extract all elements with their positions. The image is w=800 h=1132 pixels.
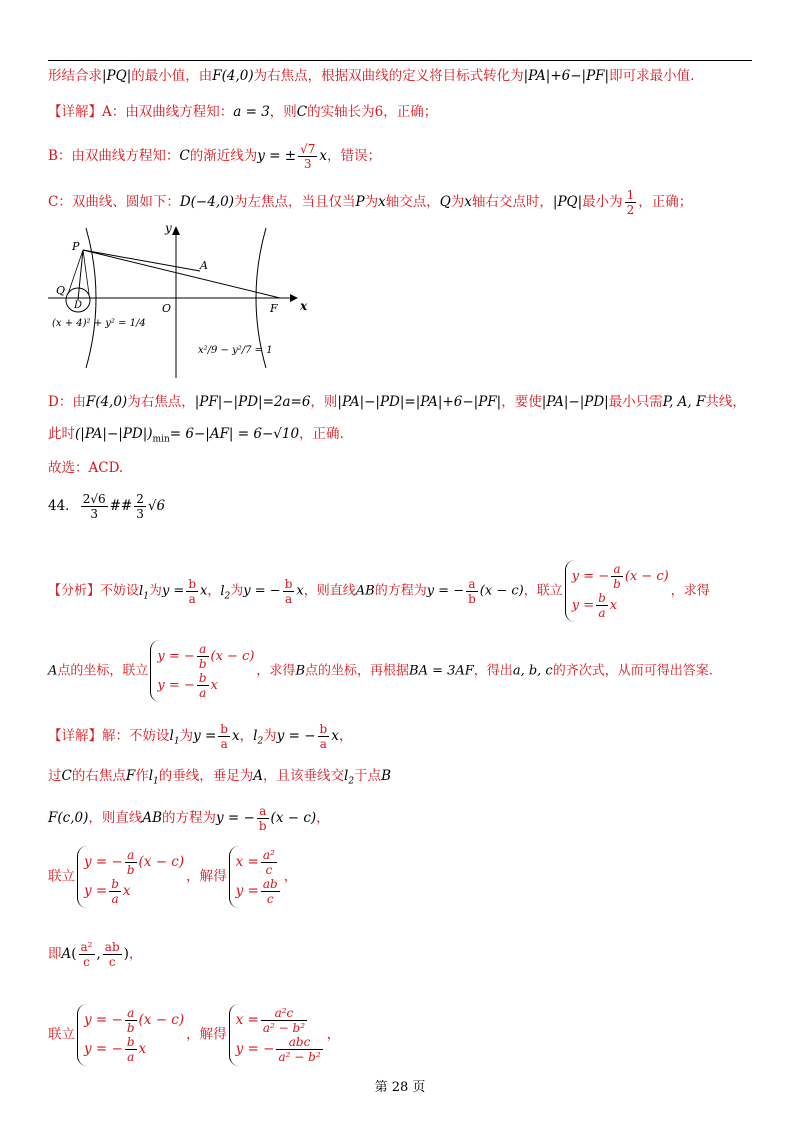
label-y: y xyxy=(165,221,172,235)
x-axis-arrow xyxy=(290,294,298,302)
detail-C: C：双曲线、圆如下：D(−4,0)为左焦点，当且仅当P为x轴交点，Q为x轴右交点时，|PQ|最小为 $\frac{1}{2}$ ，正确； xyxy=(48,188,693,217)
tangent-2 xyxy=(83,250,89,294)
detail-D: D：由F(4,0)为右焦点，|PF|−|PD|=2a=6，则|PA|−|PD|=|PA|+6−|PF|，要使|PA|−|PD|最小只需P, A, F共线， xyxy=(48,394,746,410)
analysis-44-line-1: 【分析】不妨设$l_1$为y = $\frac{b}{a}$ x，$l_2$为y = − $\frac{b}{a}$ x，则直线AB的方程为y = − $\frac{a}{b}$ (x − c)，联立 y = − $\frac{a}{b}$ (x − c) y = $\frac{b}{a}$ x ，求得 xyxy=(48,562,710,620)
hyperbola-equation: x²/9 − y²/7 = 1 xyxy=(198,345,273,356)
y-axis-arrow xyxy=(172,226,180,235)
detail-D-cont: 此时$(|PA|-|PD|)_{min}= 6-|AF| = 6-√10$，正确. xyxy=(48,426,344,445)
detail-44-system-1: 联立 y = − $\frac{a}{b}$ (x − c) y = $\frac{b}{a}$ x ，解得 x = $\frac{\text{a²}}{c}$ y = $\frac{ab}{c}$ ， xyxy=(48,848,298,906)
answer-line: 故选：ACD. xyxy=(48,460,124,476)
segment-PF xyxy=(83,250,280,298)
detail-B: B：由双曲线方程知：C的渐近线为y = ± $\frac{√7}{3}$ x，错误； xyxy=(48,142,382,171)
min-half-fraction: $\frac{1}{2}$ xyxy=(626,188,635,217)
analysis-line-1: 形结合求|PQ|的最小值，由F(4,0)为右焦点，根据双曲线的定义将目标式转化为|PA|+6−|PF|即可求最小值. xyxy=(48,68,695,84)
detail-44-system-2: 联立 y = − $\frac{a}{b}$ (x − c) y = − $\frac{b}{a}$ x ，解得 x = $\frac{\text{a²c}}{\text{a² − b²}}$ y = − $\frac{\text{abc}}{\text{a² − b²}}$ ， xyxy=(48,1006,341,1064)
hyperbola-circle-figure xyxy=(48,218,318,378)
detail-A: 【详解】A：由双曲线方程知：a = 3，则C的实轴长为6，正确； xyxy=(48,104,438,120)
label-D: D xyxy=(74,300,83,311)
question-44-answer: 44． $\frac{2√6}{3}$ ## $\frac{2}{3}$ √6 xyxy=(48,492,166,521)
detail-44-point-A: 即A( $\frac{\text{a²}}{c}$ , $\frac{ab}{c}$ )， xyxy=(48,940,143,969)
analysis-44-line-2: A点的坐标，联立 y = − $\frac{a}{b}$ (x − c) y = − $\frac{b}{a}$ x ，求得B点的坐标，再根据BA = 3AF，得出a, b, c的齐次式，从而可得出答案. xyxy=(48,642,713,700)
label-A: A xyxy=(200,259,208,272)
label-P: P xyxy=(72,240,80,253)
header-rule xyxy=(48,60,752,61)
label-Q: Q xyxy=(56,284,66,297)
asymptote-fraction: $\frac{√7}{3}$ xyxy=(300,142,316,171)
detail-44-line-3: F(c,0)，则直线AB的方程为y = − $\frac{a}{b}$ (x − c)， xyxy=(48,804,330,833)
label-x: x xyxy=(300,299,308,313)
page-footer: 第 28 页 xyxy=(374,1080,426,1095)
label-F: F xyxy=(270,302,278,315)
detail-44-line-2: 过C的右焦点F作$l_1$的垂线，垂足为A，且该垂线交$l_2$于点B xyxy=(48,768,392,787)
detail-44-line-1: 【详解】解：不妨设$l_1$为y = $\frac{b}{a}$ x，$l_2$为y = − $\frac{b}{a}$ x， xyxy=(48,722,353,751)
circle-equation: (x + 4)² + y² = 1/4 xyxy=(52,318,146,329)
label-O: O xyxy=(162,302,172,315)
segment-PA xyxy=(83,250,200,271)
